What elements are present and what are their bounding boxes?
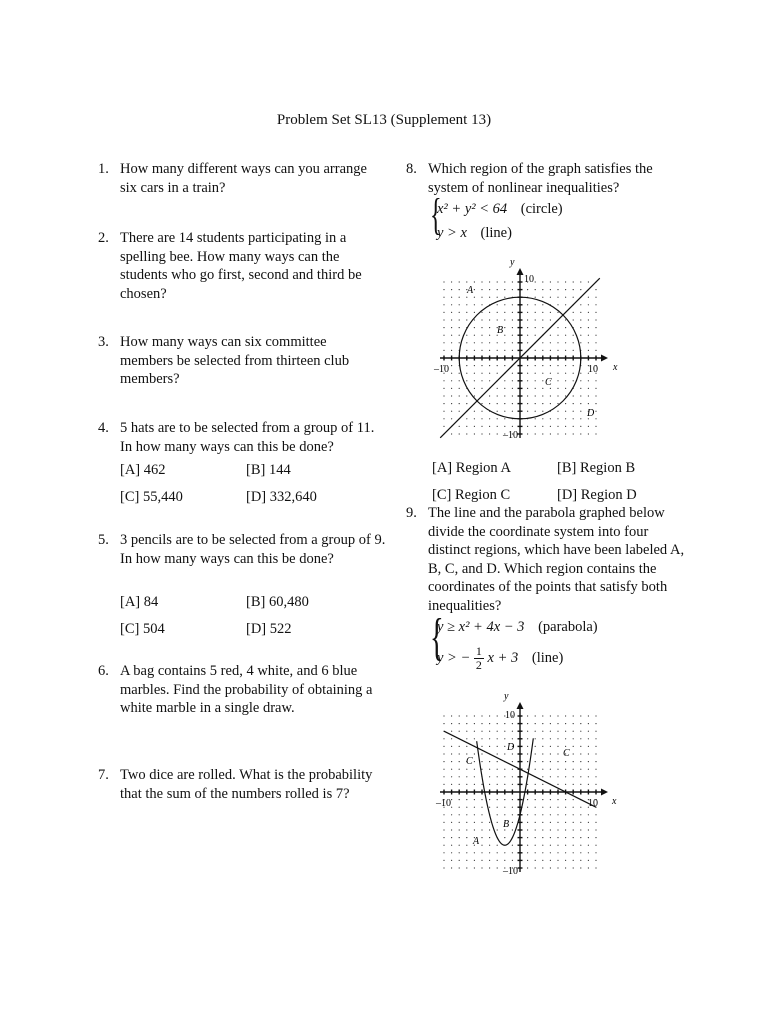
region-b-label: B (503, 819, 510, 830)
problem-number: 9. (406, 505, 417, 521)
y-axis-label: y (510, 257, 515, 268)
problem-4 (98, 419, 388, 456)
region-a-label: A (473, 836, 480, 847)
y-tick-bottom: –10 (503, 866, 518, 877)
choice-b[interactable]: [B] 60,480 (246, 594, 309, 610)
problem-text: How many ways can six committee members be selected from thirteen club members? (120, 334, 350, 387)
x-tick-right: 10 (588, 798, 598, 809)
page-title: Problem Set SL13 (Supplement 13) (276, 112, 492, 128)
inequality-line: y > x (line) (437, 225, 512, 241)
problem-number: 2. (98, 230, 109, 246)
choice-b[interactable]: [B] 144 (246, 462, 291, 478)
region-c-label: C (545, 377, 552, 388)
x-axis-label: x (612, 796, 617, 807)
problem-5 (98, 531, 388, 568)
choice-d[interactable]: [D] 332,640 (246, 489, 317, 505)
y-axis-label: y (504, 691, 509, 702)
region-d-label: D (587, 408, 595, 419)
problem-text: There are 14 students participating in a spelling bee. How many ways can the students who go first, second and third be chosen? (120, 230, 362, 302)
y-tick-top: 10 (524, 274, 534, 285)
choice-b[interactable]: [B] Region B (557, 460, 636, 476)
graph-parabola-line (430, 688, 630, 880)
system-brace: { (430, 609, 444, 666)
choice-a[interactable]: [A] Region A (432, 460, 511, 476)
region-b-label: B (497, 325, 504, 336)
problem-3 (98, 333, 378, 389)
x-tick-left: –10 (436, 798, 451, 809)
problem-text: A bag contains 5 red, 4 white, and 6 blue marbles. Find the probability of obtaining a white marble in a single draw. (120, 663, 373, 716)
problem-text: Two dice are rolled. What is the probability that the sum of the numbers rolled is 7? (120, 767, 373, 802)
x-axis-label: x (613, 362, 618, 373)
choice-d[interactable]: [D] Region D (557, 487, 637, 503)
problem-8 (406, 160, 691, 197)
y-tick-bottom: –10 (503, 430, 518, 441)
problem-number: 3. (98, 334, 109, 350)
problem-number: 4. (98, 420, 109, 436)
region-a-label: A (467, 285, 474, 296)
problem-text: How many different ways can you arrange six cars in a train? (120, 161, 367, 196)
choice-a[interactable]: [A] 84 (120, 594, 159, 610)
x-tick-left: –10 (434, 364, 449, 375)
problem-text: 5 hats are to be selected from a group of 11. In how many ways can this be done? (120, 420, 375, 455)
problem-text: Which region of the graph satisfies the system of nonlinear inequalities? (428, 161, 653, 196)
region-d-label: D (507, 742, 515, 753)
region-c-label-right: C (563, 748, 570, 759)
choice-c[interactable]: [C] 504 (120, 621, 165, 637)
inequality-circle: x² + y² < 64 (circle) (437, 201, 563, 217)
choice-a[interactable]: [A] 462 (120, 462, 166, 478)
problem-7 (98, 766, 378, 803)
problem-number: 7. (98, 767, 109, 783)
choice-c[interactable]: [C] 55,440 (120, 489, 183, 505)
problem-number: 1. (98, 161, 109, 177)
inequality-parabola: y ≥ x² + 4x − 3 (parabola) (437, 619, 598, 635)
choice-d[interactable]: [D] 522 (246, 621, 292, 637)
x-tick-right: 10 (588, 364, 598, 375)
problem-6 (98, 662, 378, 718)
problem-text: The line and the parabola graphed below divide the coordinate system into four distinct regions, which have been labeled A, B, C, and D. Which region contains the coordinates of the points that satisfy both inequalities? (428, 505, 685, 614)
problem-number: 6. (98, 663, 109, 679)
y-tick-top: 10 (505, 710, 515, 721)
problem-2 (98, 229, 378, 303)
region-c-label-left: C (466, 756, 473, 767)
axes (440, 702, 608, 872)
graph-circle-line (430, 250, 630, 445)
system-brace: { (430, 190, 442, 239)
problem-number: 5. (98, 532, 109, 548)
problem-9 (406, 504, 691, 615)
inequality-line: y > − $\frac{1}{2}$ x + 3 (line) (437, 644, 564, 672)
choice-c[interactable]: [C] Region C (432, 487, 511, 503)
problem-1 (98, 160, 378, 197)
fraction-one-half: $\frac{1}{2}$ (475, 644, 482, 672)
problem-text: 3 pencils are to be selected from a group of 9. In how many ways can this be done? (120, 532, 386, 567)
problem-number: 8. (406, 161, 417, 177)
